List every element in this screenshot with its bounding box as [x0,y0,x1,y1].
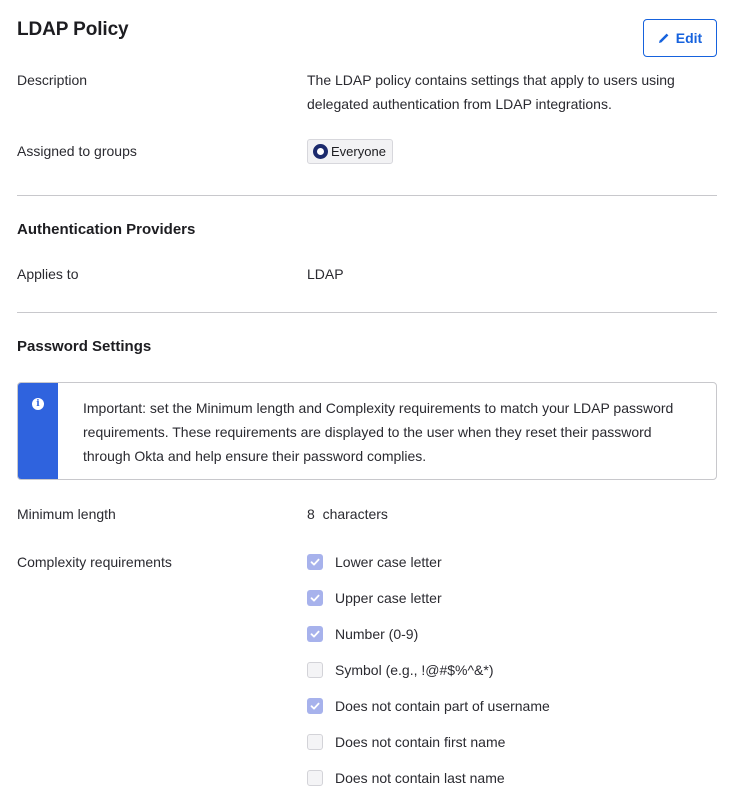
group-chip-everyone[interactable] [307,139,393,164]
checkbox-unchecked-icon[interactable] [307,734,323,750]
checkmark-icon [310,629,320,639]
checkbox-label: Number (0-9) [335,626,419,642]
checkbox-number[interactable] [307,622,550,646]
checkbox-unchecked-icon[interactable] [307,770,323,786]
password-settings-section-header [17,313,717,382]
checkbox-label: Does not contain part of username [335,698,550,714]
info-icon: i [32,398,44,410]
page-title: LDAP Policy [17,19,129,40]
complexity-requirements-row [17,550,717,802]
callout-text: Important: set the Minimum length and Complexity requirements to match your LDAP password requirements. These requirements are displayed to the user when they reset their password through Okta and help ensure their password complies. [83,400,674,464]
checkbox-checked-icon[interactable] [307,554,323,570]
checkbox-no-first-name[interactable] [307,730,550,754]
checkmark-icon [310,701,320,711]
assigned-groups-row [17,132,717,195]
checkbox-no-username[interactable] [307,694,550,718]
applies-to-value: LDAP [307,266,344,282]
applies-to-label: Applies to [17,266,79,282]
checkmark-icon [310,593,320,603]
applies-to-row [17,266,717,312]
checkbox-label: Upper case letter [335,590,442,606]
description-row [17,66,717,132]
complexity-checkbox-list [307,550,550,802]
checkbox-unchecked-icon[interactable] [307,662,323,678]
checkbox-checked-icon[interactable] [307,590,323,606]
checkbox-checked-icon[interactable] [307,698,323,714]
ldap-policy-panel [17,0,717,802]
minimum-length-value: 8 characters [307,506,388,522]
checkbox-symbol[interactable] [307,658,550,682]
group-icon [313,144,328,159]
description-value: The LDAP policy contains settings that apply to users using delegated authentication from LDAP integrations. [307,72,675,112]
pencil-icon [658,32,670,44]
description-label: Description [17,72,88,88]
info-callout [17,382,717,480]
checkbox-no-last-name[interactable] [307,766,550,790]
group-chip-label: Everyone [331,144,386,159]
checkbox-label: Does not contain first name [335,734,506,750]
checkbox-upper-case[interactable] [307,586,550,610]
checkbox-lower-case[interactable] [307,550,550,574]
edit-button[interactable] [643,19,717,57]
auth-providers-title: Authentication Providers [17,221,196,238]
checkbox-checked-icon[interactable] [307,626,323,642]
minimum-length-row [17,502,717,550]
password-settings-title: Password Settings [17,338,152,355]
policy-header [17,0,717,66]
checkbox-label: Lower case letter [335,554,442,570]
assigned-groups-label: Assigned to groups [17,143,137,159]
checkbox-label: Symbol (e.g., !@#$%^&*) [335,662,494,678]
checkmark-icon [310,557,320,567]
minimum-length-label: Minimum length [17,506,116,522]
checkbox-label: Does not contain last name [335,770,505,786]
edit-button-label: Edit [675,30,703,46]
complexity-requirements-label: Complexity requirements [17,554,172,570]
